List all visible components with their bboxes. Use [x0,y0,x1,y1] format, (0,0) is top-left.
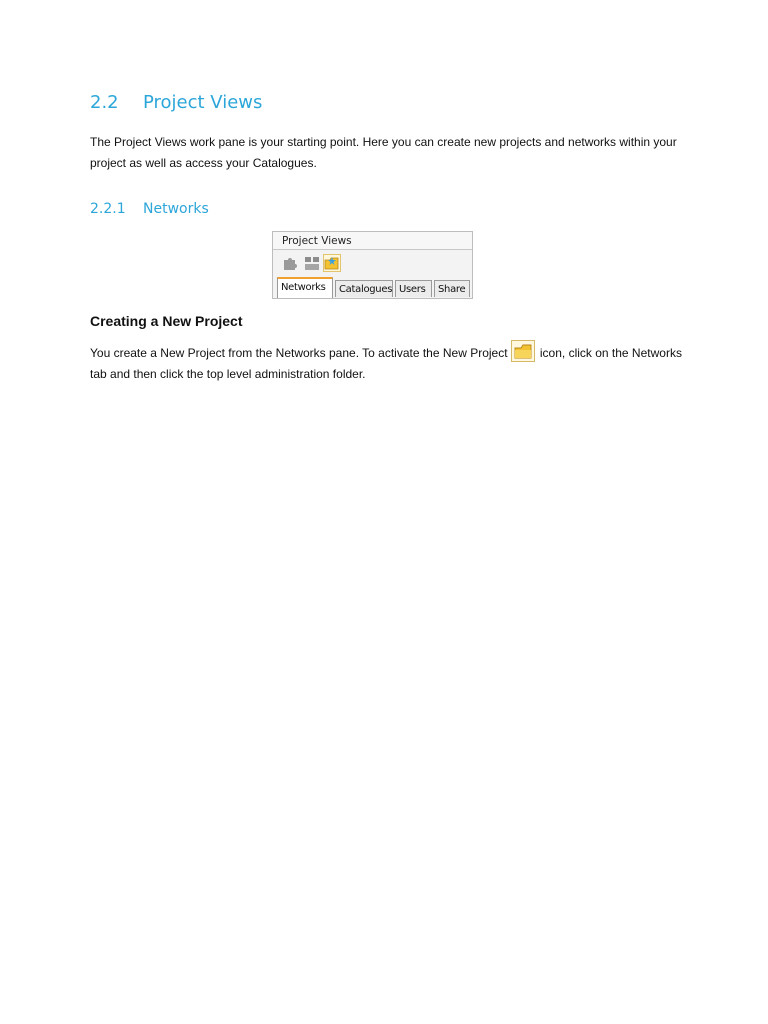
section-heading [90,92,262,113]
tab-networks[interactable]: Networks [277,277,333,298]
new-project-folder-icon [511,340,535,362]
project-views-panel-screenshot [272,231,473,299]
panel-title: Project Views [273,232,472,250]
creating-text-before: You create a New Project from the Networks pane. To activate the New Project [90,346,508,360]
creating-text-after: icon, click on the Networks tab and then click the top level administration folder. [90,346,682,381]
new-project-folder-icon[interactable] [323,254,341,272]
tab-catalogues[interactable]: Catalogues [335,280,393,297]
creating-project-heading: Creating a New Project [90,313,243,329]
creating-project-paragraph [90,340,690,385]
section-number: 2.2 [90,92,119,113]
intro-paragraph: The Project Views work pane is your starting point. Here you can create new projects and networks within your project as well as access your Catalogues. [90,135,677,170]
section-title: Project Views [143,92,263,113]
subsection-title: Networks [143,201,209,217]
tab-users[interactable]: Users [395,280,432,297]
network-icon[interactable] [303,254,321,272]
puzzle-icon[interactable] [281,254,299,272]
subsection-heading [90,201,209,217]
tab-share[interactable]: Share [434,280,470,297]
subsection-number: 2.2.1 [90,201,126,217]
